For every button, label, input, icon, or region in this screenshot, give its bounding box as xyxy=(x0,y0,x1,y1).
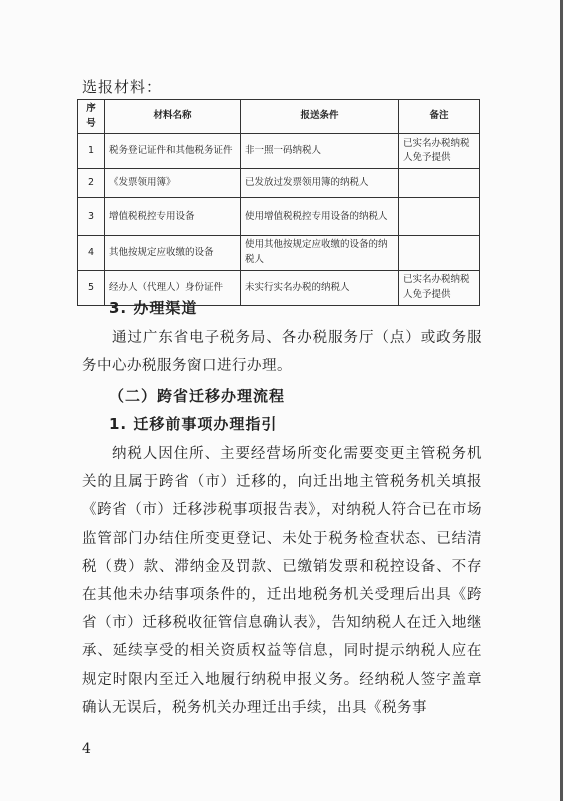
cell-index: 5 xyxy=(78,270,105,305)
cell-condition: 使用其他按规定应收缴的设备的纳税人 xyxy=(241,236,399,270)
cell-material: 其他按规定应收缴的设备 xyxy=(105,236,241,270)
header-index: 序号 xyxy=(78,100,105,134)
cell-condition: 使用增值税税控专用设备的纳税人 xyxy=(241,198,399,236)
paragraph-channels: 通过广东省电子税务局、各办税服务厅（点）或政务服务中心办税服务窗口进行办理。 xyxy=(82,330,482,375)
cell-index: 4 xyxy=(78,236,105,270)
page-margin xyxy=(564,0,570,801)
cell-material: 增值税税控专用设备 xyxy=(105,198,241,236)
materials-table xyxy=(77,99,480,306)
table-row xyxy=(78,169,480,198)
cell-remark xyxy=(399,169,480,198)
header-condition: 报送条件 xyxy=(241,100,399,134)
cell-index: 1 xyxy=(78,134,105,169)
header-material: 材料名称 xyxy=(105,100,241,134)
page-number: 4 xyxy=(82,741,91,757)
heading-cross-province-process: （二）跨省迁移办理流程 xyxy=(109,387,286,405)
cell-remark xyxy=(399,236,480,270)
cell-index: 2 xyxy=(78,169,105,198)
table-row xyxy=(78,198,480,236)
cell-material: 经办人（代理人）身份证件 xyxy=(105,270,241,305)
cell-material: 《发票领用簿》 xyxy=(105,169,241,198)
table-header-row xyxy=(78,100,480,134)
cell-remark: 已实名办税纳税人免予提供 xyxy=(399,134,480,169)
table-row xyxy=(78,236,480,270)
paragraph-pre-migration: 纳税人因住所、主要经营场所变化需要变更主管税务机关的且属于跨省（市）迁移的，向迁出地主管税务机关填报《跨省（市）迁移涉税事项报告表》，对纳税人符合已在市场监管部门办结住所变更登记、未处于税务检查状态、已结清税（费）款、滞纳金及罚款、已缴销发票和税控设备、不存在其他未办结事项条件的，迁出地税务机关受理后出具《跨省（市）迁移税收征管信息确认表》，告知纳税人在迁入地继承、延续享受的相关资质权益等信息，同时提示纳税人应在规定时限内至迁入地履行纳税申报义务。经纳税人签字盖章确认无误后，税务机关办理迁出手续，出具《税务事 xyxy=(82,446,482,716)
cell-remark: 已实名办税纳税人免予提供 xyxy=(399,270,480,305)
cell-material: 税务登记证件和其他税务证件 xyxy=(105,134,241,169)
cell-condition: 非一照一码纳税人 xyxy=(241,134,399,169)
cell-condition: 未实行实名办税的纳税人 xyxy=(241,270,399,305)
cell-remark xyxy=(399,198,480,236)
cell-index: 3 xyxy=(78,198,105,236)
table-row xyxy=(78,134,480,169)
cell-condition: 已发放过发票领用簿的纳税人 xyxy=(241,169,399,198)
section-title: 选报材料： xyxy=(82,78,163,96)
header-remark: 备注 xyxy=(399,100,480,134)
page-edge xyxy=(560,0,563,801)
heading-pre-migration-guide: 1. 迁移前事项办理指引 xyxy=(109,415,278,433)
heading-channels: 3. 办理渠道 xyxy=(109,299,198,317)
